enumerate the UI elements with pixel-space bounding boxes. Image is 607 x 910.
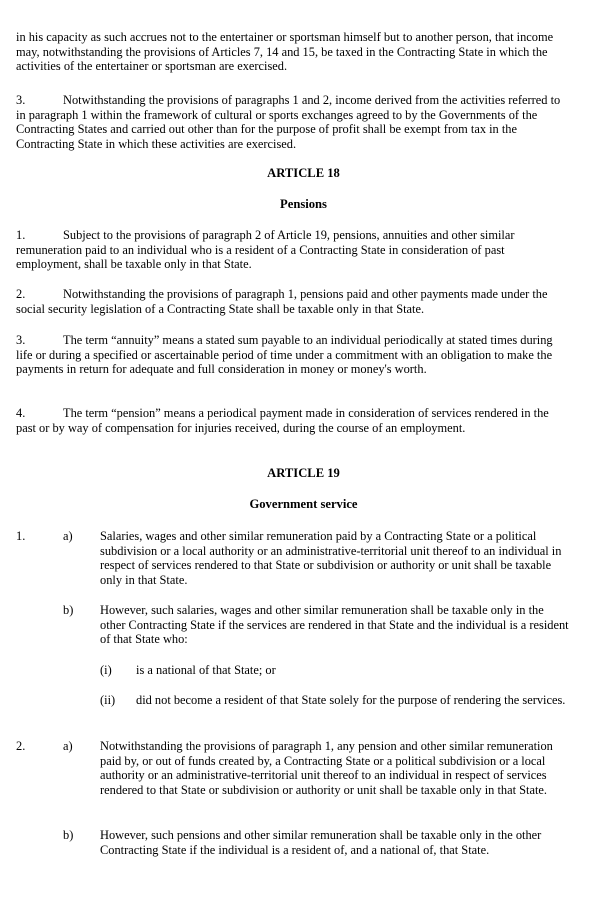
article-18-paragraph-4: 4. The term “pension” means a periodical payment made in consideration of services rendered in the past or by way of compensation for injuries received, during the course of an employment. xyxy=(16,406,549,435)
item-i-label: (i) xyxy=(100,663,112,677)
subparagraph-2a-text: Notwithstanding the provisions of paragraph 1, any pension and other similar remuneration paid by, or out of funds created by, a Contracting State or a political subdivision or a local authority or an administrative-territorial unit thereof to an individual in respect of services rendered to that State or subdivision or authority or unit shall be taxable only in that State. xyxy=(100,739,553,797)
item-ii-text: did not become a resident of that State solely for the purpose of rendering the services. xyxy=(136,693,566,707)
subparagraph-1a-text: Salaries, wages and other similar remuneration paid by a Contracting State or a political subdivision or a local authority or an administrative-territorial unit thereof to an individual in respect of services rendered to that State or subdivision or authority or unit shall be taxable only in that State. xyxy=(100,529,562,587)
article-18-paragraph-3: 3. The term “annuity” means a stated sum payable to an individual periodically at stated times during life or during a specified or ascertainable period of time under a commitment with an obligation to make the payments in return for adequate and full consideration in money or money's worth. xyxy=(16,333,553,377)
article-18-title: Pensions xyxy=(280,197,327,211)
paragraph-number: 2. xyxy=(16,287,26,301)
article-18-paragraph-1: 1. Subject to the provisions of paragraph 2 of Article 19, pensions, annuities and other similar remuneration paid to an individual who is a resident of a Contracting State in consideration of past employment, shall be taxable only in that State. xyxy=(16,228,515,272)
article-18-paragraph-2: 2. Notwithstanding the provisions of paragraph 1, pensions paid and other payments made under the social security legislation of a Contracting State shall be taxable only in that State. xyxy=(16,287,548,316)
paragraph-number: 4. xyxy=(16,406,26,420)
item-ii-label: (ii) xyxy=(100,693,116,707)
subparagraph-1a-label: a) xyxy=(63,529,73,543)
paragraph-number: 3. xyxy=(16,333,26,347)
paragraph-number: 1. xyxy=(16,228,26,242)
article-19-paragraph-2-number: 2. xyxy=(16,739,26,753)
article-18-heading: ARTICLE 18 xyxy=(267,166,340,180)
subparagraph-1b-text: However, such salaries, wages and other similar remuneration shall be taxable only in the other Contracting State if the services are rendered in that State and the individual is a resident of that State who: xyxy=(100,603,569,647)
article-19-heading: ARTICLE 19 xyxy=(267,466,340,480)
subparagraph-1b-label: b) xyxy=(63,603,74,617)
item-i-text: is a national of that State; or xyxy=(136,663,276,677)
subparagraph-2b-label: b) xyxy=(63,828,74,842)
paragraph-number: 3. xyxy=(16,93,26,107)
paragraph-3: 3. Notwithstanding the provisions of paragraphs 1 and 2, income derived from the activities referred to in paragraph 1 within the framework of cultural or sports exchanges agreed to by the Governments of the Contracting States and carried out other than for the purpose of profit shall be exempt from tax in the Contracting State in which these activities are exercised. xyxy=(16,93,561,151)
article-19-paragraph-1-number: 1. xyxy=(16,529,26,543)
subparagraph-2a-label: a) xyxy=(63,739,73,753)
intro-paragraph: in his capacity as such accrues not to the entertainer or sportsman himself but to another person, that income may, notwithstanding the provisions of Articles 7, 14 and 15, be taxed in the Contracting State in which the activities of the entertainer or sportsman are exercised. xyxy=(16,30,554,74)
article-19-title: Government service xyxy=(249,497,358,511)
subparagraph-2b-text: However, such pensions and other similar remuneration shall be taxable only in the other Contracting State if the individual is a resident of, and a national of, that State. xyxy=(100,828,542,857)
